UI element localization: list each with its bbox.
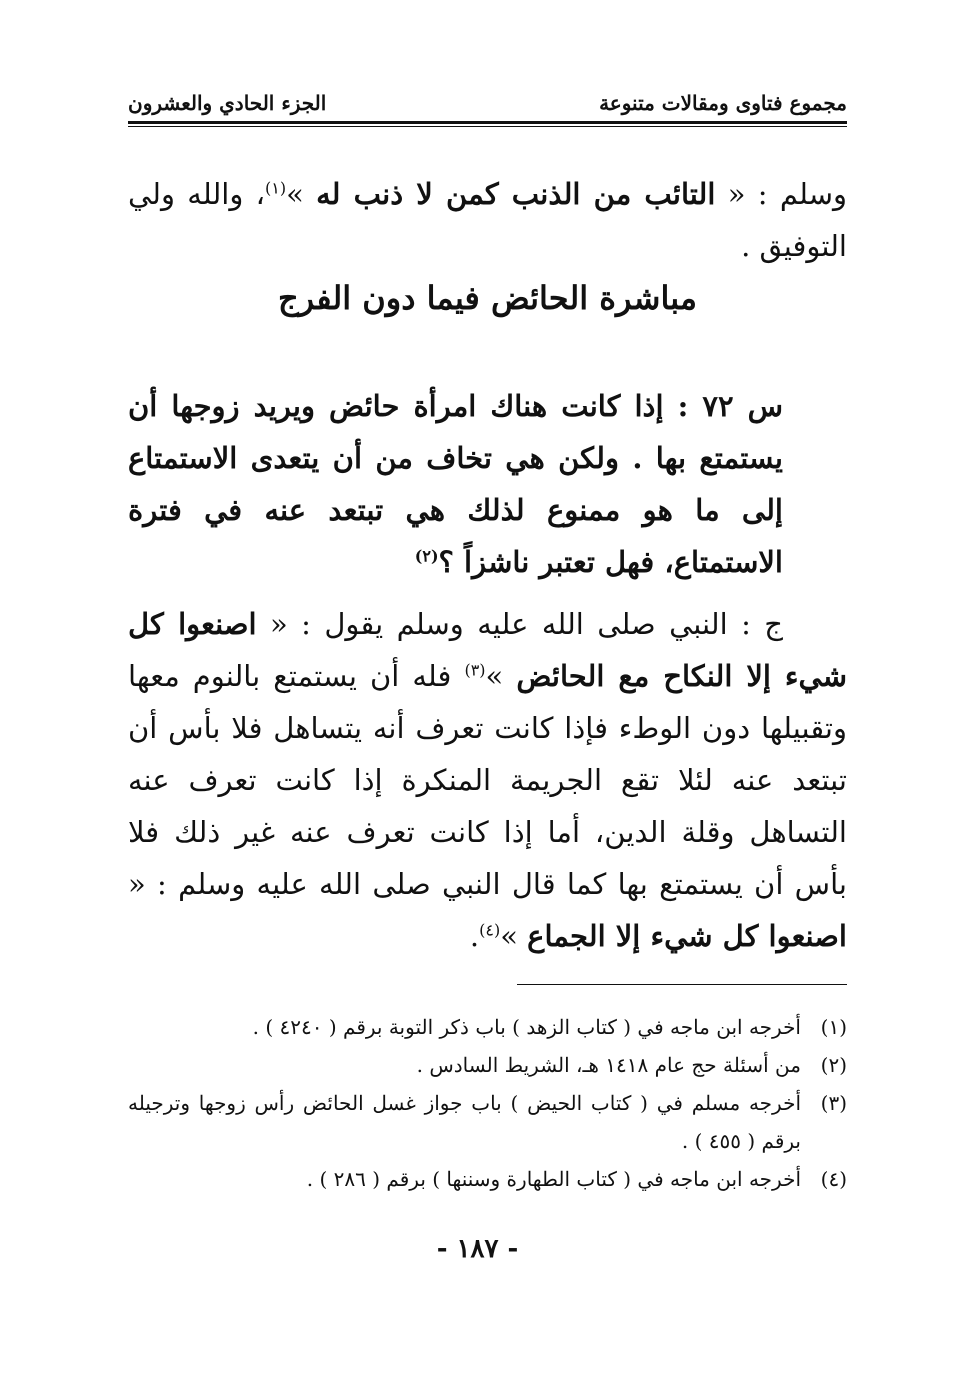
footnote-number: (١) — [820, 1015, 847, 1039]
continuation-quote: التائب من الذنب كمن لا ذنب له — [316, 177, 716, 211]
footnote-3 — [128, 1084, 847, 1160]
footnote-2 — [128, 1046, 847, 1084]
header-volume: الجزء الحادي والعشرون — [128, 91, 327, 115]
footnote-1 — [128, 1008, 847, 1046]
footnote-ref-3: (٣) — [464, 660, 486, 680]
answer-end: . — [469, 919, 480, 953]
running-header — [128, 86, 847, 120]
section-title: مباشرة الحائض فيما دون الفرج — [277, 279, 698, 317]
footnote-text: من أسئلة حج عام ١٤١٨ هـ، الشريط السادس . — [416, 1053, 801, 1077]
continuation-pre: وسلم : « — [727, 177, 848, 211]
footnote-ref-2: (٢) — [414, 546, 439, 566]
page-number: - ١٨٧ - — [436, 1234, 519, 1264]
footnote-separator — [517, 984, 847, 985]
answer-quote-1: اصنعوا كل شيء إلا النكاح مع الحائض — [128, 607, 847, 693]
footnote-number: (٤) — [820, 1167, 847, 1191]
answer-body: فله أن يستمتع بالنوم معها وتقبيلها دون الوطء فإذا كانت تعرف أنه يتساهل فلا بأس أن تبتعد عنه لئلا تقع الجريمة المنكرة إذا كانت تعرف عنه التساهل وقلة الدين، أما إذا كانت تعرف عنه غير ذلك فلا بأس أن يستمتع بها كما قال النبي صلى الله عليه وسلم : « — [128, 659, 847, 901]
continuation-post: ، والله ولي التوفيق . — [128, 177, 847, 263]
footnote-text: أخرجه ابن ماجه في ( كتاب الزهد ) باب ذكر التوبة برقم ( ٤٢٤٠ ) . — [252, 1015, 801, 1039]
footnote-text: أخرجه مسلم في ( كتاب الحيض ) باب جواز غسل الحائض رأس زوجها وترجيله برقم ( ٤٥٥ ) . — [128, 1091, 801, 1153]
question-paragraph — [128, 380, 847, 588]
answer-close-1: » — [485, 659, 504, 693]
continuation-paragraph — [128, 168, 847, 272]
answer-quote-2: اصنعوا كل شيء إلا الجماع — [527, 919, 847, 953]
footnote-ref-4: (٤) — [479, 920, 501, 940]
footnote-text: أخرجه ابن ماجه في ( كتاب الطهارة وسننها ) برقم ( ٢٨٦ ) . — [306, 1167, 801, 1191]
continuation-close: » — [286, 177, 304, 211]
answer-paragraph — [128, 598, 847, 962]
header-rule-thick — [128, 121, 847, 124]
header-book-title: مجموع فتاوى ومقالات متنوعة — [599, 91, 847, 115]
answer-close-2: » — [500, 919, 518, 953]
answer-intro: ج : النبي صلى الله عليه وسلم يقول : « — [269, 607, 784, 641]
footnotes — [128, 1008, 847, 1198]
question-text: س ٧٢ : إذا كانت هناك امرأة حائض ويريد زوجها أن يستمتع بها . ولكن هي تخاف من أن يتعدى الاستمتاع إلى ما هو ممنوع لذلك هي تبتعد عنه في فترة الاستمتاع، فهل تعتبر ناشزاً ؟ — [128, 389, 783, 579]
footnote-ref-1: (١) — [264, 178, 287, 198]
footnote-4 — [128, 1160, 847, 1198]
footnote-number: (٣) — [820, 1091, 847, 1115]
footnote-number: (٢) — [820, 1053, 847, 1077]
header-rule-thin — [128, 126, 847, 127]
